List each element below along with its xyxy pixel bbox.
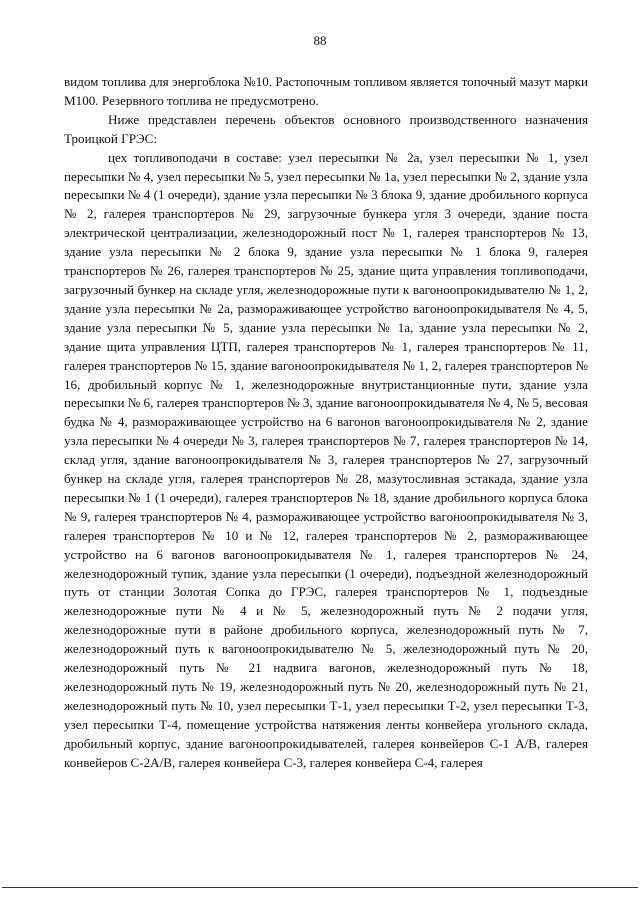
bottom-rule [2, 887, 638, 888]
paragraph-object-list: цех топливоподачи в составе: узел пересыпки № 2а, узел пересыпки № 1, узел пересыпки № 4, узел пересыпки № 5, узел пересыпки № 1а, узел пересыпки № 2, здание узла пересыпки № 4 (1 очереди), здание узла пересыпки № 3 блока 9, здание дробильного корпуса № 2, галерея транспортеров № 29, загрузочные бункера угля 3 очереди, здание поста электрической централизации, железнодорожный пост № 1, галерея транспортеров № 13, здание узла пересыпки № 2 блока 9, здание узла пересыпки № 1 блока 9, галерея транспортеров № 26, галерея транспортеров № 25, здание щита управления топливоподачи, загрузочный бункер на складе угля, железнодорожные пути к вагоноопрокидывателю № 1, 2, здание узла пересыпки № 2а, размораживающее устройство вагоноопрокидывателя № 4, 5, здание узла пересыпки № 5, здание узла пересыпки № 1а, здание узла пересыпки № 2, здание щита управления ЦТП, галерея транспортеров № 1, галерея транспортеров № 11, галерея транспортеров № 15, здание вагоноопрокидывателя № 1, 2, галерея транспортеров № 16, дробильный корпус № 1, железнодорожные внутристанционные пути, здание узла пересыпки № 6, галерея транспортеров № 3, здание вагоноопрокидывателя № 4, № 5, весовая будка № 4, размораживающее устройство на 6 вагонов вагоноопрокидывателя № 2, здание узла пересыпки № 4 очереди № 3, галерея транспортеров № 7, галерея транспортеров № 14, склад угля, здание вагоноопрокидывателя № 3, галерея транспортеров № 27, загрузочный бункер на складе угля, галерея транспортеров № 28, мазутосливная эстакада, здание узла пересыпки № 1 (1 очереди), галерея транспортеров № 18, здание дробильного корпуса блока № 9, галерея транспортеров № 4, размораживающее устройство вагоноопрокидывателя № 3, галерея транспортеров № 10 и № 12, галерея транспортеров № 2, размораживающее устройство на 6 вагонов вагоноопрокидывателя № 1, галерея транспортеров № 24, железнодорожный тупик, здание узла пересыпки (1 очереди), подъездной железнодорожный путь от станции Золотая Сопка до ГРЭС, галерея транспортеров № 1, подъездные железнодорожные пути № 4 и № 5, железнодорожный путь № 2 подачи угля, железнодорожные пути в районе дробильного корпуса, железнодорожный путь № 7, железнодорожный путь к вагоноопрокидывателю № 5, железнодорожный путь № 20, железнодорожный путь № 21 надвига вагонов, железнодорожный путь № 18, железнодорожный путь № 19, железнодорожный путь № 20, железнодорожный путь № 21, железнодорожный путь № 10, узел пересыпки Т-1, узел пересыпки Т-2, узел пересыпки Т-3, узел пересыпки Т-4, помещение устройства натяжения ленты конвейера угольного склада, дробильный корпус, здание вагоноопрокидывателей, галерея конвейеров С-1 А/В, галерея конвейеров С-2А/В, галерея конвейера С-3, галерея конвейера С-4, галерея [64, 149, 588, 770]
page-number: 88 [313, 33, 327, 48]
paragraph-intro: Ниже представлен перечень объектов основного производственного назначения Троицкой ГРЭС: [64, 111, 588, 146]
body-text [64, 73, 588, 773]
paragraph-continuation: видом топлива для энергоблока №10. Растопочным топливом является топочный мазут марки М100. Резервного топлива не предусмотрено. [64, 74, 588, 108]
